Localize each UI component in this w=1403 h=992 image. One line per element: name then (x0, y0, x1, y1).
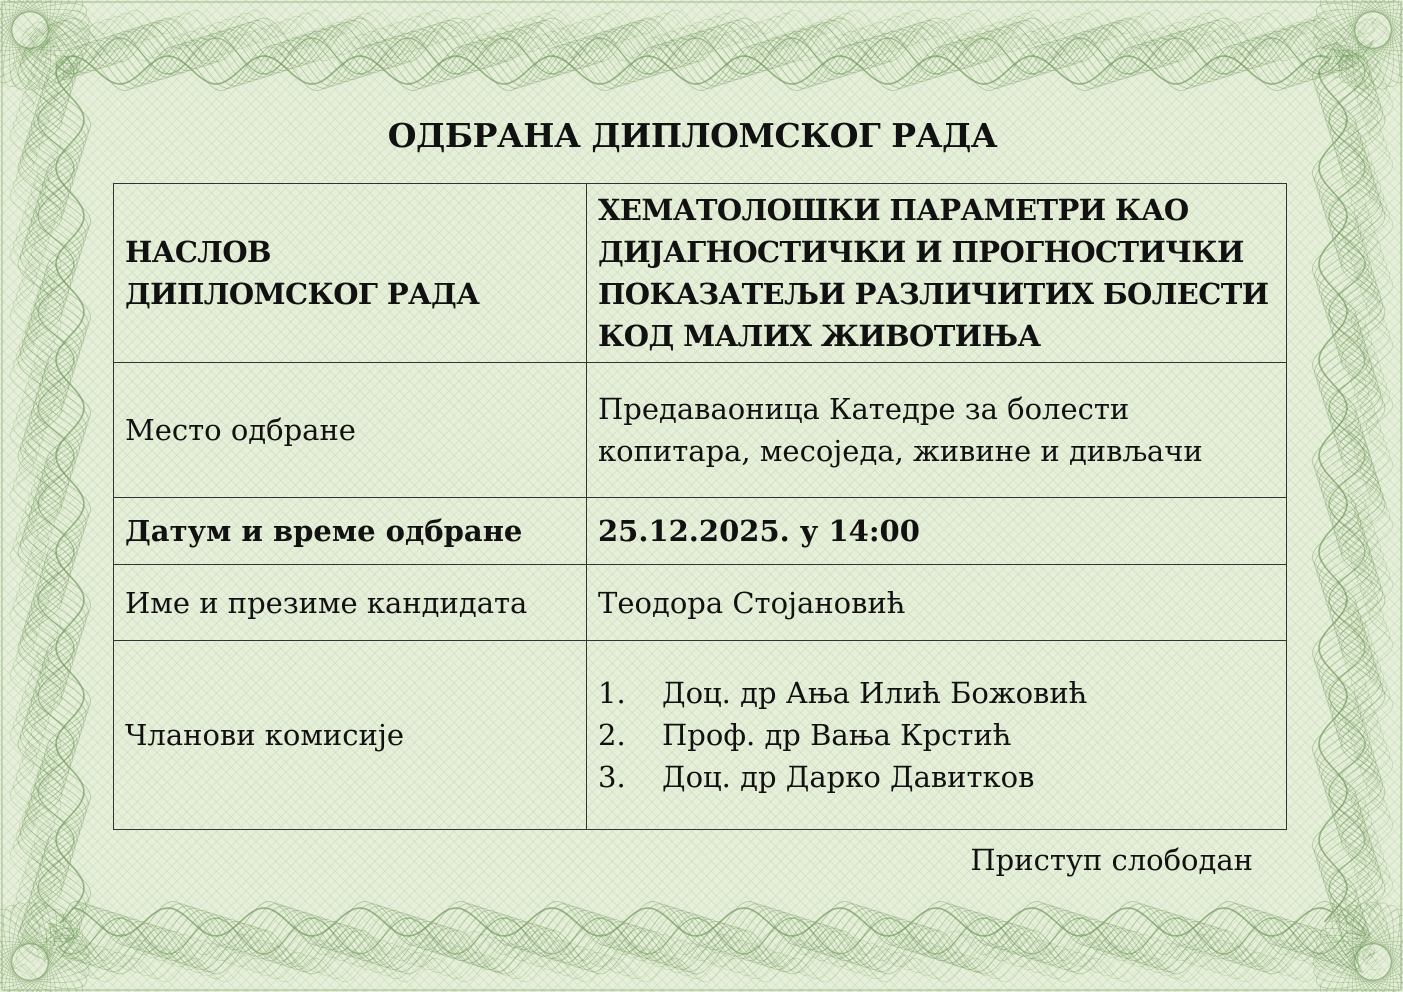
table-row-candidate (114, 565, 1287, 641)
label-location: Место одбране (114, 363, 587, 498)
page-title: ОДБРАНА ДИПЛОМСКОГ РАДА (387, 116, 998, 155)
label-thesis-title: НАСЛОВ ДИПЛОМСКОГ РАДА (114, 184, 587, 363)
defense-info-table (113, 183, 1287, 830)
list-item: 3. Доц. др Дарко Давитков (598, 760, 1035, 794)
value-location: Предаваоница Катедре за болести копитара, месоједа, живине и дивљачи (587, 363, 1287, 498)
label-datetime: Датум и време одбране (114, 498, 587, 565)
table-row-datetime (114, 498, 1287, 565)
value-datetime: 25.12.2025. у 14:00 (587, 498, 1287, 565)
value-candidate: Теодора Стојановић (587, 565, 1287, 641)
committee-list (598, 672, 1275, 798)
value-committee (587, 641, 1287, 830)
list-item: 2. Проф. др Вања Крстић (598, 718, 1012, 752)
table-row-committee (114, 641, 1287, 830)
table-row-location (114, 363, 1287, 498)
label-committee: Чланови комисије (114, 641, 587, 830)
value-thesis-title: ХЕМАТОЛОШКИ ПАРАМЕТРИ КАО ДИЈАГНОСТИЧКИ И ПРОГНОСТИЧКИ ПОКАЗАТЕЉИ РАЗЛИЧИТИХ БОЛЕСТИ КОД МАЛИХ ЖИВОТИЊА (587, 184, 1287, 363)
public-access-note: Приступ слободан (970, 843, 1253, 877)
table-row-thesis-title (114, 184, 1287, 363)
label-candidate: Име и презиме кандидата (114, 565, 587, 641)
list-item: 1. Доц. др Ања Илић Божовић (598, 676, 1088, 710)
